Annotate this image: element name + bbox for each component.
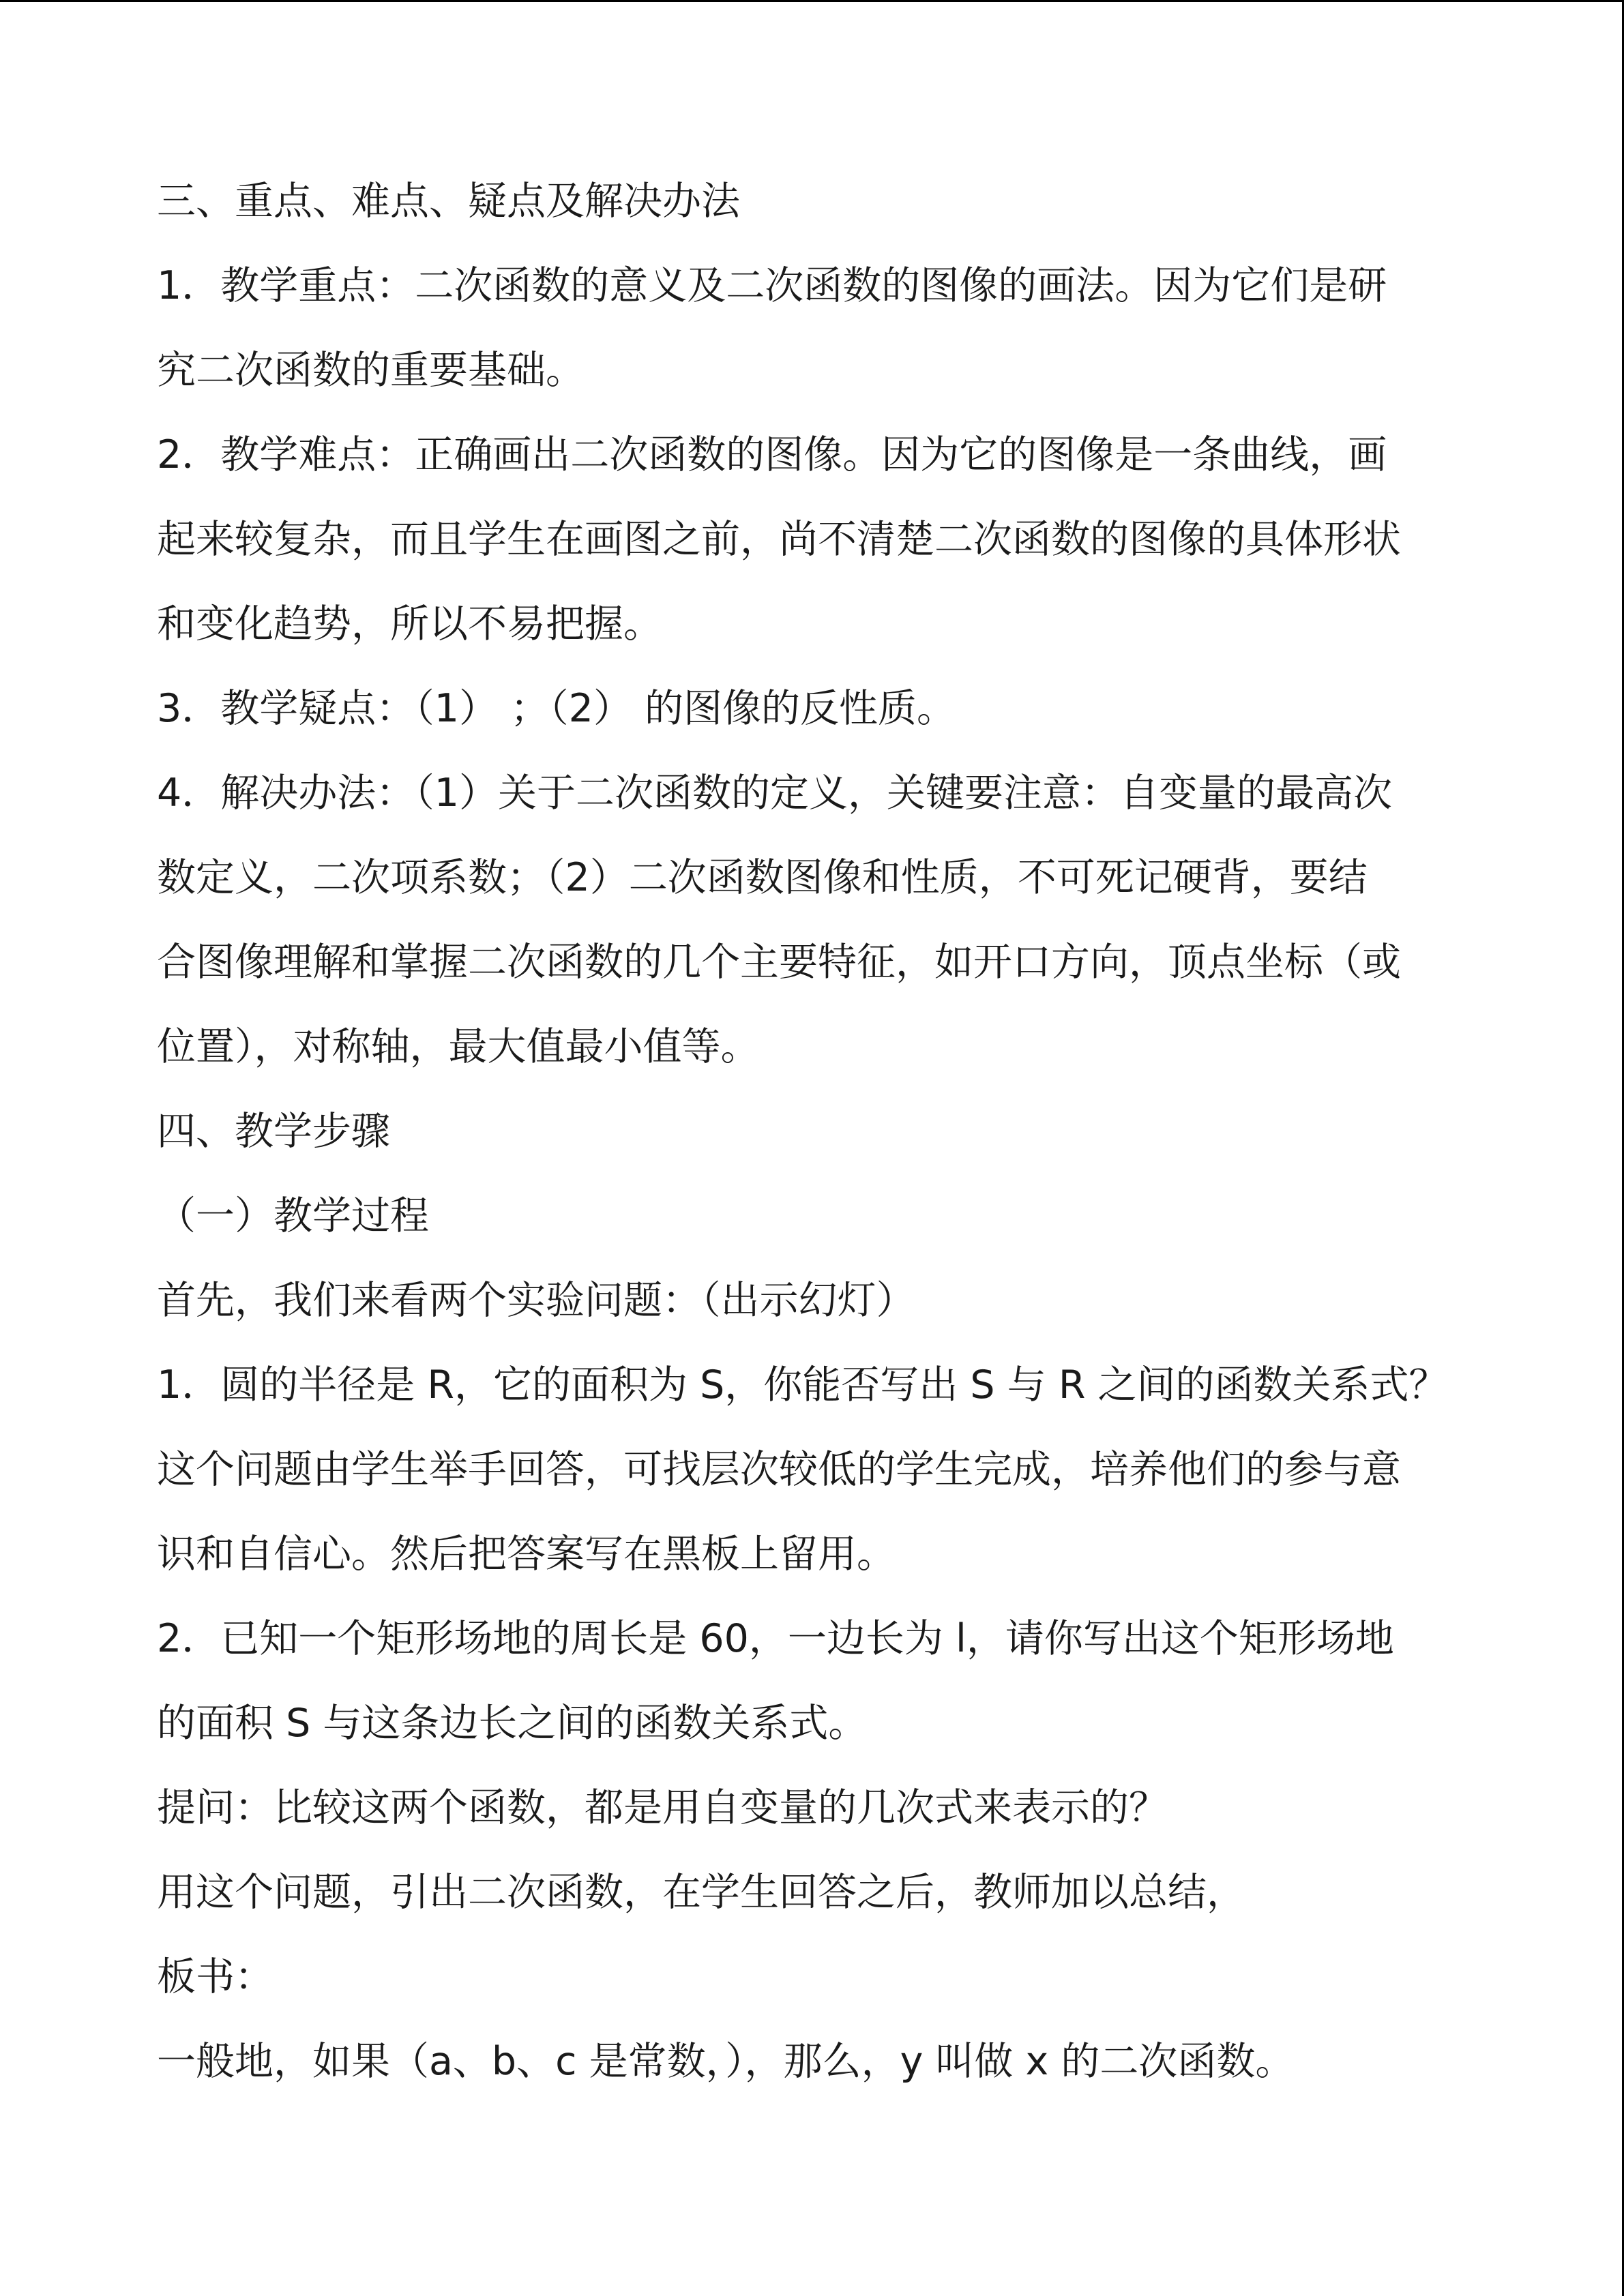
paragraph-line: 1．圆的半径是 R，它的面积为 S，你能否写出 S 与 R 之间的函数关系式？ bbox=[157, 1362, 1448, 1407]
paragraph-line: 的面积 S 与这条边长之间的函数关系式。 bbox=[157, 1701, 868, 1746]
paragraph-line: 用这个问题，引出二次函数，在学生回答之后，教师加以总结， bbox=[157, 1870, 1245, 1915]
paragraph-line: 板书： bbox=[157, 1954, 274, 1999]
subsection-heading-teaching-process: （一）教学过程 bbox=[157, 1193, 429, 1238]
section-heading-teaching-steps: 四、教学步骤 bbox=[157, 1109, 390, 1154]
paragraph-line: 2．已知一个矩形场地的周长是 60，一边长为 l，请你写出这个矩形场地 bbox=[157, 1616, 1394, 1661]
paragraph-line: 究二次函数的重要基础。 bbox=[157, 348, 585, 393]
paragraph-line: 3．教学疑点：（1） ；（2） 的图像的反性质。 bbox=[157, 686, 956, 731]
paragraph-line: 合图像理解和掌握二次函数的几个主要特征，如开口方向，顶点坐标（或 bbox=[157, 940, 1401, 985]
paragraph-line: 这个问题由学生举手回答，可找层次较低的学生完成，培养他们的参与意 bbox=[157, 1447, 1401, 1492]
paragraph-line: 1．教学重点：二次函数的意义及二次函数的图像的画法。因为它们是研 bbox=[157, 263, 1387, 308]
section-heading-key-points: 三、重点、难点、疑点及解决办法 bbox=[157, 179, 740, 224]
paragraph-line: 识和自信心。然后把答案写在黑板上留用。 bbox=[157, 1532, 896, 1577]
document-body bbox=[157, 159, 1466, 2104]
paragraph-line: 数定义，二次项系数；（2）二次函数图像和性质，不可死记硬背，要结 bbox=[157, 855, 1368, 900]
paragraph-line: 位置），对称轴，最大值最小值等。 bbox=[157, 1024, 760, 1069]
paragraph-line: 2．教学难点：正确画出二次函数的图像。因为它的图像是一条曲线，画 bbox=[157, 432, 1387, 477]
paragraph-line: 4．解决办法：（1）关于二次函数的定义，关键要注意：自变量的最高次 bbox=[157, 771, 1393, 816]
paragraph-line: 起来较复杂，而且学生在画图之前，尚不清楚二次函数的图像的具体形状 bbox=[157, 517, 1401, 562]
paragraph-line: 一般地，如果（a、b、c 是常数，），那么，y 叫做 x 的二次函数。 bbox=[157, 2039, 1295, 2084]
paragraph-line: 首先，我们来看两个实验问题：（出示幻灯） bbox=[157, 1278, 915, 1323]
paragraph-line: 提问：比较这两个函数，都是用自变量的几次式来表示的？ bbox=[157, 1785, 1168, 1830]
paragraph-line: 和变化趋势，所以不易把握。 bbox=[157, 601, 662, 646]
